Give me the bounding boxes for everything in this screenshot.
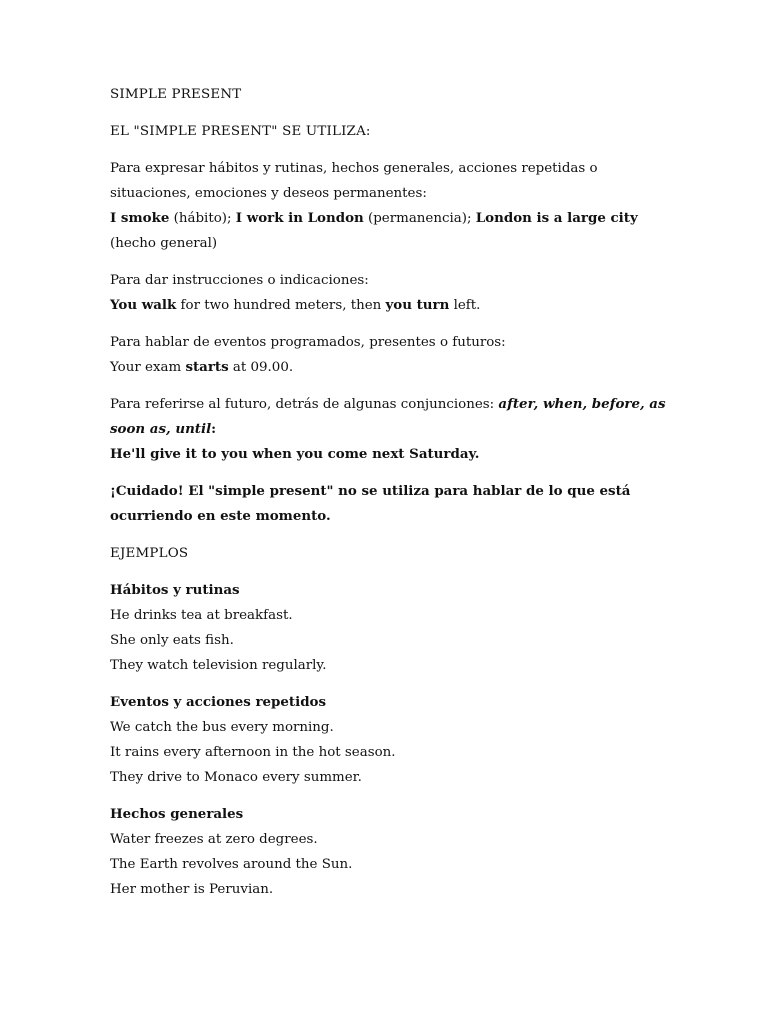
example-section-habits <box>110 578 670 678</box>
example-line: They drive to Monaco every summer. <box>110 770 362 785</box>
use-habits <box>110 156 670 256</box>
section-subtitle: EL "SIMPLE PRESENT" SE UTILIZA: <box>110 124 371 139</box>
habits-ex1: I smoke <box>110 210 170 226</box>
example-section-heading <box>110 578 670 603</box>
instructions-intro: Para dar instrucciones o indicaciones: <box>110 273 369 288</box>
habits-ex2: I work in London <box>235 210 364 226</box>
habits-ex1-note: (hábito); <box>169 211 236 226</box>
scheduled-bold-1: starts <box>185 359 229 375</box>
instructions-bold-1: You walk <box>110 297 177 313</box>
use-instructions <box>110 268 670 318</box>
future-intro-text: Para referirse al futuro, detrás de algunas conjunciones: <box>110 397 499 412</box>
warning-text: ¡Cuidado! El "simple present" no se utiliza para hablar de lo que está ocurriendo en este momento. <box>110 483 631 524</box>
scheduled-text-1: Your exam <box>110 360 186 375</box>
scheduled-example <box>110 355 670 380</box>
future-conjunctions: after, when, before, as soon as, until <box>110 396 666 437</box>
future-colon: : <box>211 421 217 437</box>
example-line: Her mother is Peruvian. <box>110 882 274 897</box>
example-line: The Earth revolves around the Sun. <box>110 857 353 872</box>
example-line: They watch television regularly. <box>110 658 327 673</box>
document-body <box>110 82 670 902</box>
habits-ex3: London is a large city <box>475 210 638 226</box>
instructions-text-2: left. <box>449 298 481 313</box>
example-line: We catch the bus every morning. <box>110 720 334 735</box>
example-line: Water freezes at zero degrees. <box>110 832 318 847</box>
example-section-general <box>110 802 670 902</box>
example-section-heading-text: Hábitos y rutinas <box>110 582 240 598</box>
example-line: It rains every afternoon in the hot season. <box>110 745 396 760</box>
example-line: She only eats fish. <box>110 633 234 648</box>
habits-ex3-note: (hecho general) <box>110 236 218 251</box>
example-section-repeated <box>110 690 670 790</box>
future-example <box>110 442 670 467</box>
instructions-text-1: for two hundred meters, then <box>176 298 386 313</box>
habits-ex2-note: (permanencia); <box>363 211 476 226</box>
example-section-heading <box>110 690 670 715</box>
example-section-heading <box>110 802 670 827</box>
instructions-bold-2: you turn <box>385 297 450 313</box>
example-line: He drinks tea at breakfast. <box>110 608 293 623</box>
use-scheduled <box>110 330 670 380</box>
use-future <box>110 392 670 467</box>
example-section-heading-text: Eventos y acciones repetidos <box>110 694 327 710</box>
page-title: SIMPLE PRESENT <box>110 87 242 102</box>
examples-heading: EJEMPLOS <box>110 546 189 561</box>
scheduled-text-2: at 09.00. <box>228 360 294 375</box>
future-example-text: He'll give it to you when you come next Saturday. <box>110 446 480 462</box>
warning-note <box>110 479 670 529</box>
example-section-heading-text: Hechos generales <box>110 806 244 822</box>
instructions-example <box>110 293 670 318</box>
future-intro <box>110 392 670 442</box>
scheduled-intro: Para hablar de eventos programados, presentes o futuros: <box>110 335 506 350</box>
habits-intro: Para expresar hábitos y rutinas, hechos generales, acciones repetidas o situaciones, emociones y deseos permanentes: <box>110 161 598 201</box>
habits-examples <box>110 206 670 256</box>
